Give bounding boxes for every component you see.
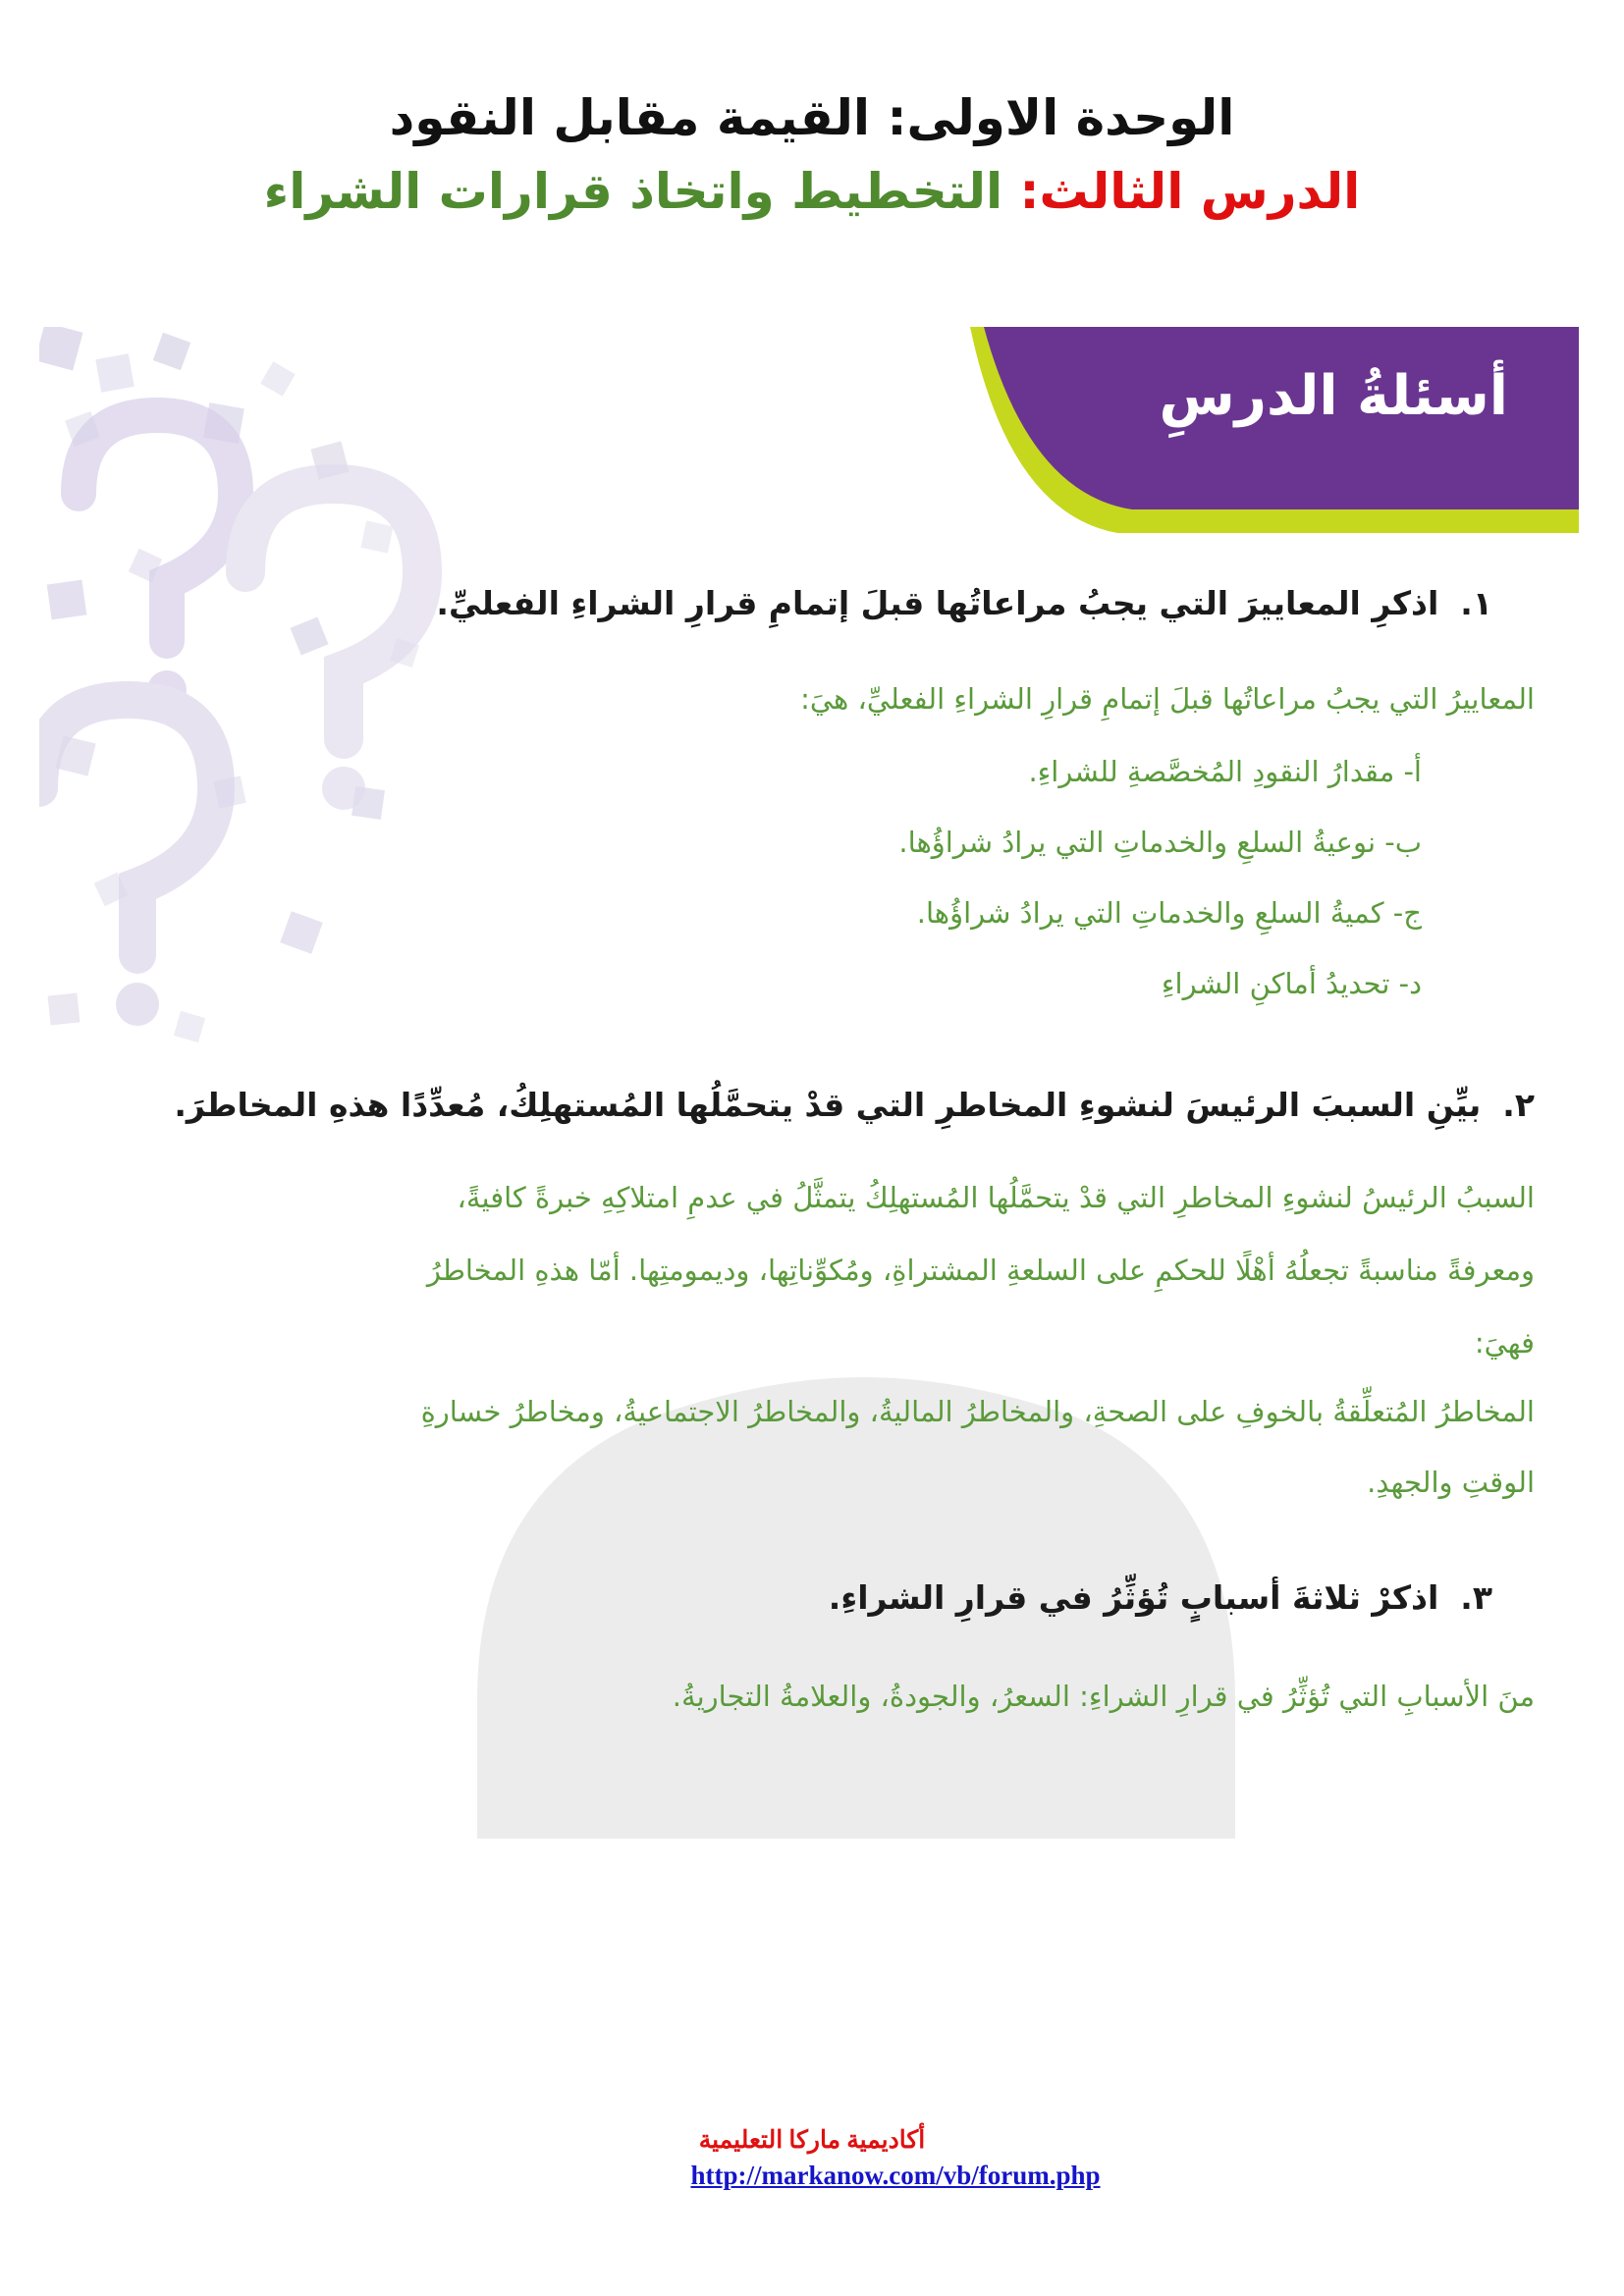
answer-2-line-3: فهيَ:	[1474, 1326, 1535, 1360]
unit-title: الوحدة الاولى: القيمة مقابل النقود	[389, 89, 1235, 146]
question-2	[174, 1086, 1535, 1124]
answer-2-line-1: السببُ الرئيسُ لنشوءِ المخاطرِ التي قدْ يتحمَّلُها المُستهلِكُ يتمثَّلُ في عدمِ امتلاكِهِ خبرةً كافيةً،	[457, 1181, 1535, 1214]
question-1	[436, 584, 1492, 622]
lesson-name: التخطيط واتخاذ قرارات الشراء	[263, 163, 1003, 220]
lesson-prefix: الدرس الثالث:	[1019, 163, 1361, 220]
question-3-text: اذكرْ ثلاثةَ أسبابٍ تُؤثِّرُ في قرارِ الشراءِ.	[828, 1578, 1439, 1617]
answer-1-item-b: ب- نوعيةُ السلعِ والخدماتِ التي يرادُ شراؤُها.	[898, 826, 1422, 859]
question-1-number: ١.	[1460, 584, 1492, 622]
answer-2-line-5: الوقتِ والجهدِ.	[1367, 1466, 1535, 1499]
question-2-number: ٢.	[1502, 1086, 1535, 1124]
lesson-title	[0, 159, 1624, 224]
answer-1-item-c: ج- كميةُ السلعِ والخدماتِ التي يرادُ شراؤُها.	[916, 896, 1422, 930]
question-1-text: اذكرِ المعاييرَ التي يجبُ مراعاتُها قبلَ إتمامِ قرارِ الشراءِ الفعليِّ.	[436, 584, 1439, 622]
page-header	[0, 86, 1624, 224]
answer-1-item-a: أ- مقدارُ النقودِ المُخصَّصةِ للشراءِ.	[1028, 755, 1422, 788]
answer-2-line-4: المخاطرُ المُتعلِّقةُ بالخوفِ على الصحةِ، والمخاطرُ الماليةُ، والمخاطرُ الاجتماعيةُ، ومخاطرُ خسارةِ	[420, 1395, 1535, 1428]
question-mark-decoration	[39, 327, 471, 1093]
answer-1-intro: المعاييرُ التي يجبُ مراعاتُها قبلَ إتمامِ قرارِ الشراءِ الفعليِّ، هيَ:	[800, 682, 1535, 716]
answer-1-item-d: د- تحديدُ أماكنِ الشراءِ	[1161, 967, 1422, 1000]
answer-2-line-2: ومعرفةً مناسبةً تجعلُهُ أهْلًا للحكمِ على السلعةِ المشتراةِ، ومُكوِّناتِها، وديمومتِها. أمّا هذهِ المخاطرُ	[426, 1254, 1535, 1287]
banner-shape	[970, 327, 1579, 533]
forum-link[interactable]: http://markanow.com/vb/forum.php	[690, 2161, 1101, 2190]
banner-label: أسئلةُ الدرسِ	[1159, 364, 1508, 428]
lesson-questions-panel	[39, 327, 1579, 1839]
page-footer	[0, 2125, 1624, 2191]
academy-name: أكاديمية ماركا التعليمية	[698, 2127, 926, 2154]
lesson-questions-banner	[970, 327, 1579, 533]
question-3	[829, 1578, 1492, 1617]
answer-3-line-1: منَ الأسبابِ التي تُؤثِّرُ في قرارِ الشراءِ: السعرُ، والجودةُ، والعلامةُ التجاريةُ.	[672, 1680, 1535, 1713]
question-2-text: بيِّنِ السببَ الرئيسَ لنشوءِ المخاطرِ التي قدْ يتحمَّلُها المُستهلِكُ، مُعدِّدًا هذهِ المخاطرَ.	[174, 1086, 1482, 1124]
question-3-number: ٣.	[1460, 1578, 1492, 1617]
